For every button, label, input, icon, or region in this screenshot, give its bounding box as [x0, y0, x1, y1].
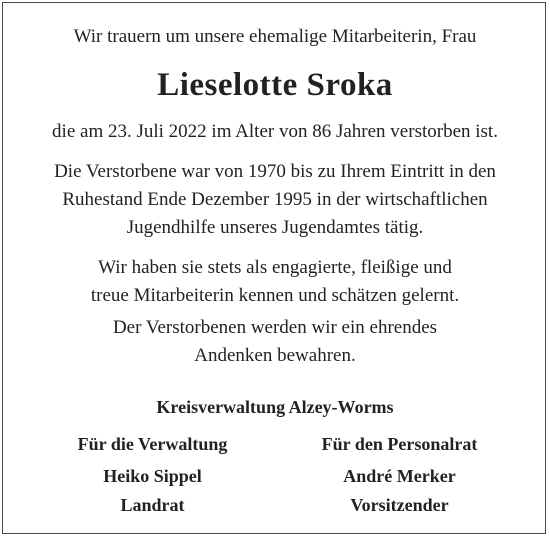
career-text-line-1: Die Verstorbene war von 1970 bis zu Ihrem Eintritt in den [54, 161, 496, 182]
signature-left-role: Landrat [120, 495, 185, 515]
death-date-text: die am 23. Juli 2022 im Alter von 86 Jahren verstorben ist. [52, 121, 498, 142]
career-text-line-3: Jugendhilfe unseres Jugendamtes tätig. [126, 217, 424, 238]
signature-left-name: Heiko Sippel [103, 466, 202, 486]
deceased-name: Lieselotte Sroka [157, 67, 393, 103]
signature-left-heading: Für die Verwaltung [77, 434, 228, 454]
signature-right-heading: Für den Personalrat [321, 434, 478, 454]
signature-right-role: Vorsitzender [350, 495, 449, 515]
career-text-line-2: Ruhestand Ende Dezember 1995 in der wirtschaftlichen [62, 189, 488, 210]
memory-text-line-1: Der Verstorbenen werden wir ein ehrendes [112, 317, 438, 338]
praise-text-line-2: treue Mitarbeiterin kennen und schätzen gelernt. [90, 285, 460, 306]
memory-text-line-2: Andenken bewahren. [194, 345, 356, 366]
signature-right-name: André Merker [343, 466, 456, 486]
praise-text-line-1: Wir haben sie stets als engagierte, fleißige und [98, 257, 452, 278]
organization-name: Kreisverwaltung Alzey-Worms [156, 397, 394, 417]
intro-text: Wir trauern um unsere ehemalige Mitarbeiterin, Frau [73, 26, 477, 47]
